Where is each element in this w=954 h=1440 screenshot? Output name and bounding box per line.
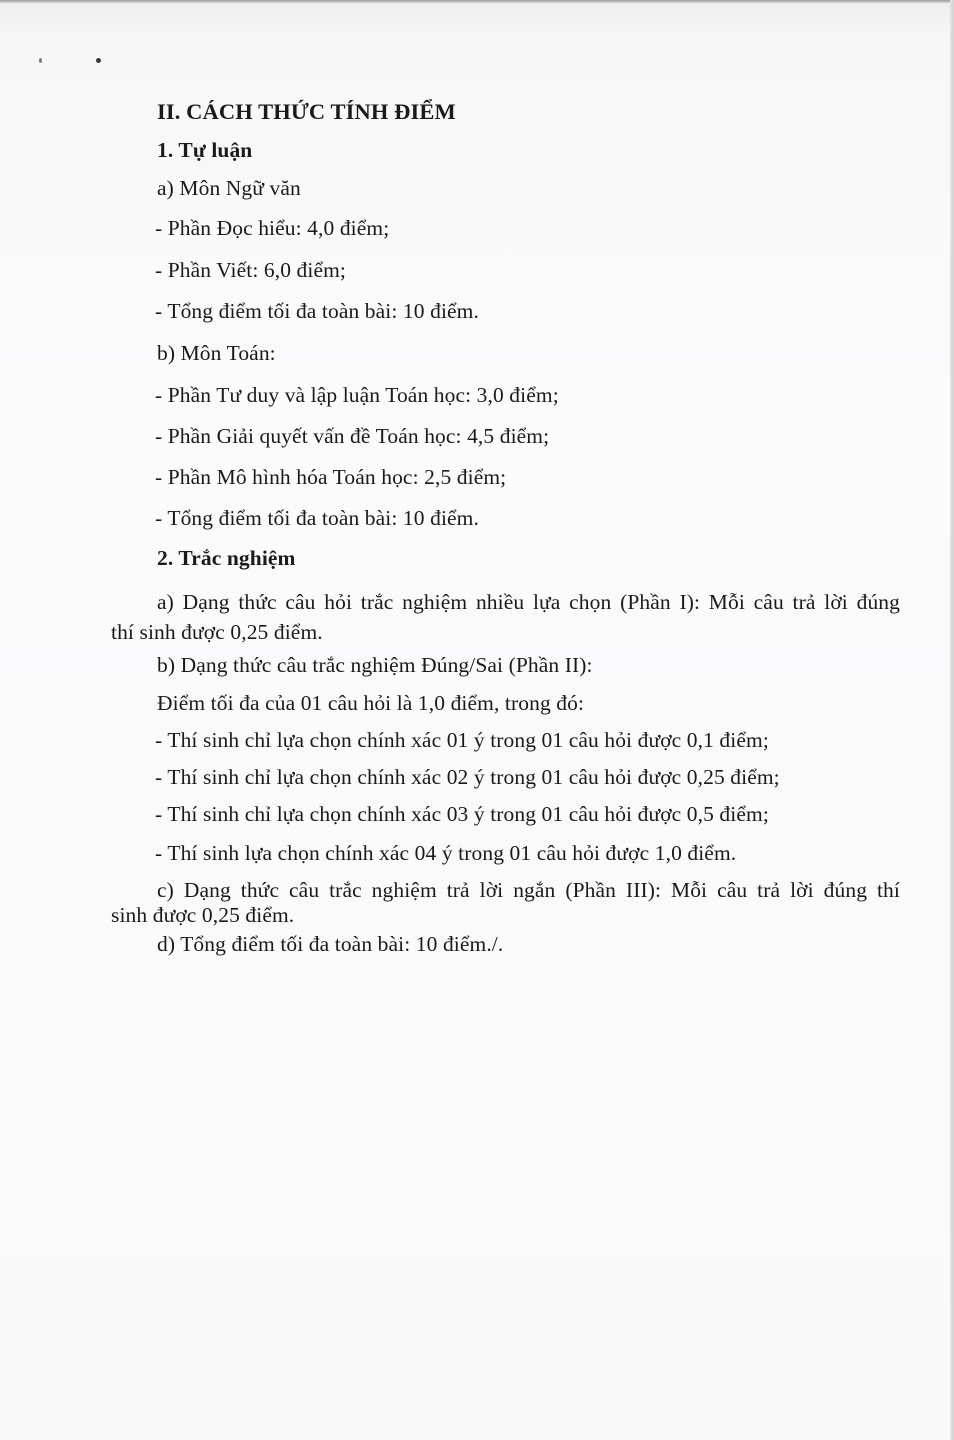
truefalse-item: - Thí sinh lựa chọn chính xác 04 ý trong 01 câu hỏi được 1,0 điểm. [155,841,737,865]
literature-title: a) Môn Ngữ văn [157,176,301,200]
short-answer-line2: sinh được 0,25 điểm. [111,903,295,927]
scan-speck [39,58,42,63]
page-top-edge [0,0,954,3]
mcq-rule-line2: thí sinh được 0,25 điểm. [111,620,323,644]
part2-title: 2. Trắc nghiệm [157,546,296,570]
truefalse-item: - Thí sinh chỉ lựa chọn chính xác 02 ý trong 01 câu hỏi được 0,25 điểm; [155,765,780,789]
mcq-rule-line1: a) Dạng thức câu hỏi trắc nghiệm nhiều lựa chọn (Phần I): Mỗi câu trả lời đúng [157,590,900,614]
math-title: b) Môn Toán: [157,341,276,365]
literature-item: - Tổng điểm tối đa toàn bài: 10 điểm. [155,299,479,323]
math-item: - Phần Tư duy và lập luận Toán học: 3,0 điểm; [155,383,559,407]
truefalse-item: - Thí sinh chỉ lựa chọn chính xác 03 ý trong 01 câu hỏi được 0,5 điểm; [155,802,769,826]
math-item: - Phần Mô hình hóa Toán học: 2,5 điểm; [155,465,507,489]
truefalse-intro: Điểm tối đa của 01 câu hỏi là 1,0 điểm, trong đó: [157,691,585,715]
scan-speck [96,58,101,63]
section-title: II. CÁCH THỨC TÍNH ĐIỂM [157,99,456,124]
total-score-line: d) Tổng điểm tối đa toàn bài: 10 điểm./. [157,932,504,956]
truefalse-title: b) Dạng thức câu trắc nghiệm Đúng/Sai (Phần II): [157,653,593,677]
math-item: - Phần Giải quyết vấn đề Toán học: 4,5 điểm; [155,424,550,448]
short-answer-line1: c) Dạng thức câu trắc nghiệm trả lời ngắn (Phần III): Mỗi câu trả lời đúng thí [157,878,900,902]
truefalse-item: - Thí sinh chỉ lựa chọn chính xác 01 ý trong 01 câu hỏi được 0,1 điểm; [155,728,769,752]
math-item: - Tổng điểm tối đa toàn bài: 10 điểm. [155,506,479,530]
page-right-edge [950,0,954,1440]
literature-item: - Phần Viết: 6,0 điểm; [155,258,347,282]
part1-title: 1. Tự luận [157,138,253,162]
literature-item: - Phần Đọc hiểu: 4,0 điểm; [155,216,390,240]
